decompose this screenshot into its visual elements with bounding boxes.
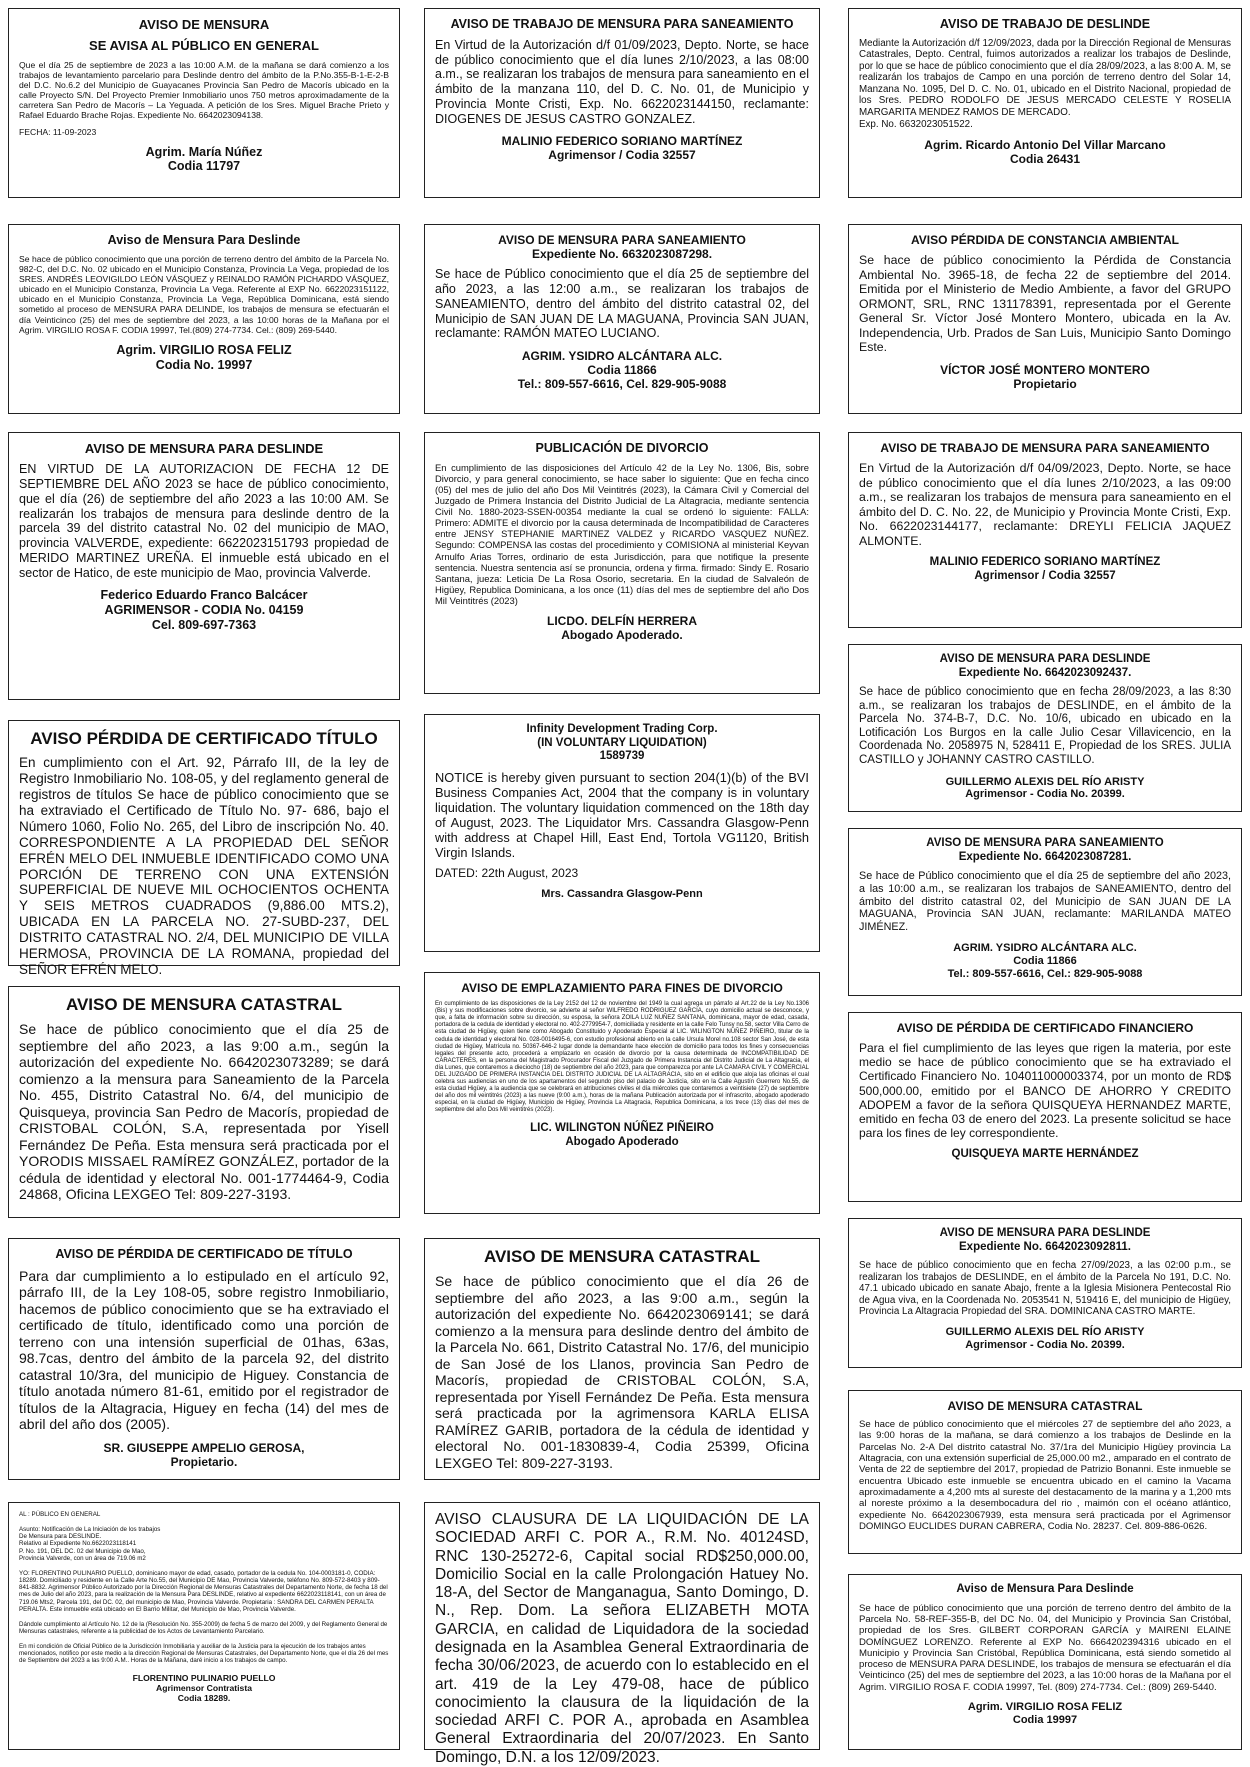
notice-title: AVISO DE MENSURA PARA DESLINDE Expediente No. 6642023092811. xyxy=(939,1227,1151,1253)
notice-body: Se hace de público conocimiento que el día 25 de septiembre del año 2023, a las 9:00 a.m., según la autorización del expediente No. 6642023073289; se dará comienzo a la mensura para Saneamiento de la Parcela No. 455, Distrito Catastral No. 6/4, del municipio de Quisqueya, provincia San Pedro de Macorís, propiedad de CRISTOBAL COLÓN, S.A, representada por Yisell Fernández De Peña. Esta mensura será practicada por el YORODIS MISSAEL RAMÍREZ GONZÁLEZ, portador de la cédula de identidad y electoral No. 001-1774464-9, Codia 24868, Oficina LEXGEO Tel: 809-227-3193. xyxy=(19,1021,389,1203)
notice-body: AL : PÚBLICO EN GENERAL Asunto: Notificación de La Iniciación de los trabajos De Mensura para DESLINDE. Relativo al Expediente No.6622023118141 P. No. 191, DEL DC. 02 del Municipio de Mao, Provincia Valverde, con un área de 719.06 m2 YO: FLORENTINO PULINARIO PUELLO, dominicano mayor de edad, casado, portador de la cedula No. 104-0003181-0, CODIA: 18289. Domiciliado y residente en la Calle Arte No.55, del Municipio DE Mao, Provincia Valverde, teléfono No. 809-572-8403 y 809-841-8832. Agrimensor Público Autorizado por la Dirección Regional de Mensuras Catastrales del Departamento Norte, de fecha 18 del mes de Julio del año 2023, para la realización de la Mensura Para DESLINDE, relativo al expediente 6622023118141, con un área de 719.06 Mts2, Parcela 191, del DC. 02, del municipio de Mao, Provincia Valverde. Propietaria : SANDRA DEL CARMEN PERALTA PERALTA. Este inmueble está ubicado en El Barrio Militar, del Municipio de Mao, Provincia Valverde. Dándole cumplimiento al Artículo No. 12 de la (Resolución No. 355-2009) de fecha 5 de marzo del 2009, y del Reglamento General de Mensuras catastrales, referente a la publicidad de los Actos de Levantamiento Parcelario. En mi condición de Oficial Público de la Jurisdicción Inmobiliaria y auxiliar de la Justicia para la ejecución de los trabajos antes mencionados, notifico por este medio a la dirección Regional de Mensuras Catastrales, del Departamento Norte, que el día 26 del mes de Septiembre del 2023 a las 9:00 A.M.. Horas de la Mañana, daré inicio a los trabajos de campo. xyxy=(19,1511,389,1665)
notice xyxy=(424,714,820,952)
notice xyxy=(848,644,1242,812)
notice-body: Se hace de público conocimiento que en fecha 27/09/2023, a las 02:00 p.m., se realizaran los trabajos de DESLINDE, en el ámbito de la Parcela No 191, D.C. No. 47.1 ubicado ubicado en sanate Abajo, frente a la Iglesia Misionera Pentecostal Rio de Agua viva, en la Coordenada No. 2053541 N, 519416 E, del municipio de Higüey, Provincia La Altagracia Propiedad del SRA. DOMINICANA CASTRO MARTE. xyxy=(859,1260,1231,1318)
notice-signature: Agrim. Ricardo Antonio Del Villar Marcano Codia 26431 xyxy=(924,138,1166,167)
notice-signature: FLORENTINO PULINARIO PUELLO Agrimensor Contratista Codia 18289. xyxy=(132,1672,276,1703)
notice xyxy=(8,8,400,198)
notice-signature: AGRIM. YSIDRO ALCÁNTARA ALC. Codia 11866 Tel.: 809-557-6616, Cel. 829-905-9088 xyxy=(517,349,727,392)
notice-title: AVISO DE MENSURA CATASTRAL xyxy=(65,995,343,1014)
notice xyxy=(848,1390,1242,1554)
notice-title: AVISO DE MENSURA PARA DESLINDE xyxy=(84,441,324,456)
notice xyxy=(848,1218,1242,1368)
notice-body: Se hace de público conocimiento que una porción de terreno dentro del ámbito de la Parcela No. 58-REF-355-B, del DC No. 04, del Municipio y Provincia San Cristóbal, propiedad de los Sres. GILBERT CORPORAN GARCÍA y MAIRENI ELAINE DOMÍNGUEZ LORENZO. Referente al EXP No. 6664202394316 ubicado en el Municipio y Provincia San Cristóbal, República Dominicana, está siendo sometido al proceso de MENSURA PARA DESLINDE, los trabajos de mensura se efectuarán el día Veinticinco (25) del mes de septiembre del 2023, a las 10:00 horas de la Mañana por el Agrim. VIRGILIO ROSA F. CODIA 19997, Tel. (809) 274-7734. Cel.: (809) 269-5440. xyxy=(859,1602,1231,1693)
notice-body: En cumplimiento de las disposiciones del Artículo 42 de la Ley No. 1306, Bis, sobre Divorcio, y para general conocimiento, se hace saber lo siguiente: Que en fecha cinco (05) del mes de julio del año Dos Mil Veintitrés (2023), la Cámara Civil y Comercial del Juzgado de Primera Instancia del Distrito Judicial de La Altagracia, mediante sentencia Civil No. 1880-2023-SSEN-00354 mediante la cual se ordenó lo siguiente: FALLA: Primero: ADMITE el divorcio por la causa determinada de Incompatibilidad de Caracteres entre JENSY STEPHANIE MARTINEZ VALDEZ y RICARDO VASQUEZ NUÑEZ. Segundo: COMPENSA las costas del procedimiento y COMISIONA al ministerial Keyvan Arnulfo Arias Torres, ordinario de esta Jurisdicción, para que notifique la presente sentencia. Nuestra sentencia así se pronuncia, ordena y firma. firmado: Sindy E. Rosario Santana, jueza: Leticia De La Rosa Osorio, secretaria. En la ciudad de Salvaleón de Higüey, Republica Dominicana, a los once (11) días del mes de septiembre del año Dos Mil Veintitrés (2023) xyxy=(435,461,809,606)
notice-title: Aviso de Mensura Para Deslinde xyxy=(956,1583,1134,1595)
notice-body: En cumplimiento de las disposiciones de la Ley 2152 del 12 de noviembre del 1949 la cual agrega un párrafo al Art.22 de la Ley No.1306 (Bis) y sus modificaciones sobre divorcio, se advierte al señor WILFREDO RODRIGUEZ GARCIA, cuyo domicilio actual se desconoce, y que, a falta de información sobre su dirección, su esposa, la señora ZOILA LUZ NUÑEZ SANTANA, dominicana, mayor de edad, casada, portadora de la cedula de identidad y electoral no. 402-2779954-7, domiciliada y residente en la calle Felo Tunsy no.58, sector Villa Cerro de esta ciudad de Higüey, quien tiene como Abogado Constituido y Apoderado Especial al LIC. WILINGTON NÚÑEZ PIÑEIRO, titular de la cedula de identidad y electoral No. 028-0016495-6, con estudio profesional abierto en la calle Ursula Morel no.108 sector San José, de esta ciudad de Higüey, Matrícula no. 50367-646-2 lugar donde la demandante hace elección de domicilio para todos los fines y consecuencias legales del presente acto, procederá a emplazarlo en ocasión de divorcio por la causa determinada de INCOMPATIBILIDAD DE CARACTERES, en la persona del Magistrado Procurador Fiscal del Juzgado de Primera Instancia del Distrito Judicial de La Altagracia, el día Lunes, que contaremos a dieciocho (18) de septiembre del año 2023, para que comparezca por ante LA CAMARA CIVIL Y COMERCIAL DEL JUZGADO DE PRIMERA INSTANCIA DEL DISTRITO JUDICIAL DE LA ALTAGRACIA, sito en el edificio que aloja las oficinas el cual celebra sus audiencias en uno de los apartamentos del segundo piso del palacio de Justicia, sito en la Calle Agustín Guerrero No.55, de esta ciudad Higüey, a la audiencia que se celebrará en atribuciones civiles el día miércoles que contaremos a veintisiete (27) de septiembre del año dos mil veintitrés (2023) a las nueve (9:00 a.m.), horas de la mañana Publicación autorizada por el infrascrito, abogado apoderado especial, en la ciudad de Higüey, Municipio de Higüey, Provincia La Altagracia, Republica Dominicana, a los trece (13) días del mes de septiembre del año Dos Mil veintitrés (2023). xyxy=(435,1001,809,1114)
notice-signature: Agrim. VIRGILIO ROSA FELIZ Codia 19997 xyxy=(967,1701,1123,1727)
notice-signature: AGRIM. YSIDRO ALCÁNTARA ALC. Codia 11866 Tel.: 809-557-6616, Cel.: 829-905-9088 xyxy=(947,941,1143,980)
notice xyxy=(8,720,400,978)
notice-body: En cumplimiento con el Art. 92, Párrafo III, de la ley de Registro Inmobiliario No. 108-05, y del reglamento general de registros de títulos Se hace de público conocimiento que se ha extraviado el Certificado de Título No. 97- 686, bajo el Número 1060, Folio No. 265, del Libro de inscripción No. 40. CORRESPONDIENTE A LA PROPIEDAD DEL SEÑOR EFRÉN MELO DEL INMUEBLE IDENTIFICADO COMO UNA PORCIÓN DE TERRENO CON UNA EXTENSIÓN SUPERFICIAL DE NUEVE MIL OCHOCIENTOS OCHENTA Y SEIS METROS CUADRADOS (9,886.00 MTS.2), UBICADA EN LA PARCELA NO. 27-SUBD-237, DEL DISTRITO CATASTRAL NO. 2/4, DEL MUNICIPIO DE VILLA HERMOSA, PROVINCIA DE LA ROMANA, propiedad del SEÑOR EFRÉN MELO. xyxy=(19,755,389,978)
notice xyxy=(424,224,820,414)
notice-title: AVISO DE TRABAJO DE MENSURA PARA SANEAMIENTO xyxy=(880,441,1210,455)
notice-signature: GUILLERMO ALEXIS DEL RÍO ARISTY Agrimensor - Codia No. 20399. xyxy=(945,775,1145,801)
notice xyxy=(848,432,1242,628)
notice-signature: LIC. WILINGTON NÚÑEZ PIÑEIRO Abogado Apoderado xyxy=(530,1122,714,1148)
notice-body: Se hace de Público conocimiento que el día 25 de septiembre del año 2023, a las 12:00 a.m., se realizaran los trabajos de SANEAMIENTO, dentro del ámbito del distrito catastral 02, del Municipio de SAN JUAN DE LA MAGUANA, Provincia SAN JUAN, reclamante: RAMÓN MATEO LUCIANO. xyxy=(435,267,809,341)
notice xyxy=(848,8,1242,198)
notice-body: AVISO CLAUSURA DE LA LIQUIDACIÓN DE LA SOCIEDAD ARFI C. POR A., R.M. No. 40124SD, RNC 130-25272-6, Capital social RD$250,000.00, Domicilio Social en la calle Prolongación Hatuey No. 18-A, del Sector de Manganagua, Santo Domingo, D. N., Rep. Dom. La señora ELIZABETH MOTA GARCIA, en calidad de Liquidadora de la sociedad designada en la Asamblea General Extraordinaria de fecha 30/06/2023, de acuerdo con lo establecido en el art. 419 de la Ley 479-08, hace de público conocimiento la clausura de la liquidación de la sociedad ARFI C. POR A., aprobada en Asamblea General Extraordinaria del 20/07/2023. En Santo Domingo, D.N. a los 12/09/2023. xyxy=(435,1511,809,1766)
notice-body: Se hace de Público conocimiento que el día 25 de septiembre del año 2023, a las 10:00 a.m., se realizaran los trabajos de SANEAMIENTO, dentro del ámbito del distrito catastral 02, del Municipio de SAN JUAN DE LA MAGUANA, Provincia SAN JUAN, reclamante: MARILANDA MATEO JIMÉNEZ. xyxy=(859,870,1231,934)
notice xyxy=(8,432,400,700)
notice-title: AVISO DE MENSURA xyxy=(138,17,270,32)
notice-body: NOTICE is hereby given pursuant to section 204(1)(b) of the BVI Business Companies Act, 2004 that the company is in voluntary liquidation. The voluntary liquidation commenced on the 18th day of August, 2023. The Liquidator Mrs. Cassandra Glasgow-Penn with address at Chapel Hill, East End, Tortola VG1120, British Virgin Islands. xyxy=(435,769,809,861)
notice-signature: SR. GIUSEPPE AMPELIO GEROSA, Propietario. xyxy=(103,1440,305,1470)
notice-body: Se hace de público conocimiento que una porción de terreno dentro del ámbito de la Parcela No. 982-C, del D.C. No. 02 ubicado en el Municipio Constanza, Provincia La Vega, propiedad de los SRES. ANDRÉS LEOVIGILDO LEÓN VÁSQUEZ y REINALDO RAMÓN PICHARDO VÁSQUEZ, ubicado en el Municipio Constanza, Provincia La Vega. Referente al EXP No. 6622023151122, ubicado en el Municipio Constanza, Provincia La Vega, República Dominicana, está siendo sometido al proceso de MENSURA PARA DELINDE, los trabajos de mensura se efectuarán el día Veinticinco (25) del mes de septiembre del 2023, a las 10:00 horas de la Mañana por el Agrim. VIRGILIO ROSA F. CODIA 19997, Tel.(809) 274-7734. Cel.: (809) 269-5440. xyxy=(19,253,389,335)
notice-title: AVISO DE MENSURA PARA SANEAMIENTO Expediente No. 6632023087298. xyxy=(498,233,746,262)
notice-signature: Agrim. María Núñez Codia 11797 xyxy=(145,144,263,174)
notice xyxy=(8,1502,400,1750)
notice xyxy=(424,972,820,1214)
notice xyxy=(424,1502,820,1766)
notice-signature: Agrim. VIRGILIO ROSA FELIZ Codia No. 19997 xyxy=(116,342,292,372)
notice-body: En Virtud de la Autorización d/f 04/09/2023, Depto. Norte, se hace de público conocimiento que el día lunes 2/10/2023, a las 09:00 a.m., se realizaran los trabajos de mensura para saneamiento en el ámbito del D. C. No. 22, de Municipio y Provincia Monte Cristi, Exp. No. 6622023144177, reclamante: DREYLI FELICIA JAQUEZ ALMONTE. xyxy=(859,461,1231,548)
notice-body: EN VIRTUD DE LA AUTORIZACION DE FECHA 12 DE SEPTIEMBRE DEL AÑO 2023 se hace de público conocimiento, que el día (26) de septiembre del año 2023 a las 10:00 AM. Se realizarán los trabajos de mensura para deslinde dentro de la parcela 39 del distrito catastral No. 02 del municipio de MAO, provincia VALVERDE, expediente: 6622023151793 propiedad de MERIDO MARTINEZ UREÑA. El inmueble está ubicado en el sector de Hatico, de este municipio de Mao, provincia Valverde. xyxy=(19,462,389,580)
notice-signature: VÍCTOR JOSÉ MONTERO MONTERO Propietario xyxy=(940,362,1150,391)
notice-title: AVISO DE MENSURA PARA SANEAMIENTO Expediente No. 6642023087281. xyxy=(926,837,1164,863)
notice-title: AVISO DE EMPLAZAMIENTO PARA FINES DE DIVORCIO xyxy=(461,981,783,995)
notice-signature: Federico Eduardo Franco Balcácer AGRIMENSOR - CODIA No. 04159 Cel. 809-697-7363 xyxy=(100,588,308,632)
notice xyxy=(848,1012,1242,1202)
notice-title: AVISO DE PÉRDIDA DE CERTIFICADO FINANCIERO xyxy=(896,1021,1194,1035)
notice-title: AVISO DE TRABAJO DE MENSURA PARA SANEAMIENTO xyxy=(450,17,794,31)
notice xyxy=(8,986,400,1218)
notice-body: Se hace de público conocimiento que en fecha 28/09/2023, a las 8:30 a.m., se realizaran los trabajos de DESLINDE, en el ámbito de la Parcela No. 374-B-7, D.C. No. 10/6, ubicado en ubicado en la Lotificación Los Burgos en la calle Julio Cesar Villavicencio, en la Coordenada No. 2058975 N, 528411 E, Propiedad de los SRES. JULIA CASTILLO y JOHANNY CASTRO CASTILLO. xyxy=(859,686,1231,766)
notice-signature: QUISQUEYA MARTE HERNÁNDEZ xyxy=(951,1148,1139,1161)
notice-body: Se hace de público conocimiento la Pérdida de Constancia Ambiental No. 3965-18, de fecha 22 de septiembre del 2014. Emitida por el Ministerio de Medio Ambiente, a favor del GRUPO ORMONT, SRL, RNC 131178391, representada por el Gerente General Sr. Víctor José Montero Montero, ubicada en la Av. Independencia, Urb. Prados de San Luis, Municipio Santo Domingo Este. xyxy=(859,253,1231,355)
notice-body: Para dar cumplimiento a lo estipulado en el artículo 92, párrafo III, de la Ley 108-05, sobre registro Inmobiliario, hacemos de público conocimiento que se ha extraviado el certificado de título, identificado como una porción de terreno con una intensión superficial de 01has, 63as, 98.7cas, dentro del ámbito de la parcela 92, del distrito catastral 10/3ra, del municipio de Higuey. Constancia de título anotada número 81-61, emitido por el registrador de títulos de la Altagracia, Higuey en fecha (14) del mes de abril del año dos (2005). xyxy=(19,1267,389,1433)
notice-body: En Virtud de la Autorización d/f 01/09/2023, Depto. Norte, se hace de público conocimiento que el día lunes 2/10/2023, a las 08:00 a.m., se realizaran los trabajos de mensura para saneamiento en el ámbito de la manzana 110, del D. C. No. 01, de Municipio y Provincia Monte Cristi, Exp. No. 6622023144150, reclamante: DIOGENES DE JESUS CASTRO GONZALEZ. xyxy=(435,37,809,126)
notice-signature: MALINIO FEDERICO SORIANO MARTÍNEZ Agrimensor / Codia 32557 xyxy=(501,134,743,163)
notice-extra: FECHA: 11-09-2023 xyxy=(19,126,97,137)
notice-body: Se hace de público conocimiento que el día 26 de septiembre del año 2023, a las 9:00 a.m., según la autorización del expediente No. 6642023069141; se dará comienzo a la mensura para deslinde dentro del ámbito de la Parcela No. 661, Distrito Catastral No. 17/6, del municipio de San José de los Llanos, provincia San Pedro de Macorís, propiedad de CRISTOBAL COLÓN, S.A, representada por Yisell Fernández De Peña. Esta mensura será practicada por la agrimensora KARLA ELISA RAMÍREZ GARIB, portadora de la cédula de identidad y electoral No. 001-1830839-4, Codia 25399, Oficina LEXGEO Tel: 809-227-3193. xyxy=(435,1273,809,1471)
notice-title: AVISO PÉRDIDA DE CERTIFICADO TÍTULO xyxy=(30,729,378,748)
notice xyxy=(8,224,400,414)
notice-extra: DATED: 22th August, 2023 xyxy=(435,866,579,881)
notice-body: Mediante la Autorización d/f 12/09/2023, dada por la Dirección Regional de Mensuras Catastrales, Depto. Central, fuimos autorizados a realizar los trabajos de Deslinde, por lo que se hace de público conocimiento que el día 28/09/2023, a las 8:00 A. M, se realizarán los trabajos de Campo en una porción de terreno dentro del Solar 14, Manzana No. 1095, Del D. C. No. 01, ubicado en el Distrito Nacional, propiedad de los Sres. PEDRO RODOLFO DE JESUS MERCADO CELESTE Y ROSELIA MARGARITA MENDEZ RAMOS DE MERCADO. Exp. No. 6632023051522. xyxy=(859,37,1231,130)
notice xyxy=(424,8,820,198)
notice-title: AVISO DE MENSURA CATASTRAL xyxy=(947,1399,1143,1413)
notice-body: Se hace de público conocimiento que el miércoles 27 de septiembre del año 2023, a las 9:00 horas de la mañana, se dará comienzo a los trabajos de Deslinde en la Parcelas No. 2-A Del distrito catastral No. 37/1ra del Municipio Higüey provincia La Altagracia, con una extensión superficial de 25,000.00 m2., amparado en el contrato de Venta de 22 de septiembre del 2017, propiedad de Patrizio Bonanni. Este inmueble se encuentra Ubicado este inmueble se encuentra ubicado en el camino la Vacama aproximadamente a 4,200 mts al sureste del destacamento de la marina y a 1,200 mts al noreste próximo a la desembocadura del rio , maimón con el océano atlántico, expediente No. 6642023067939, esta mensura será practicada por el Agrimensor DOMINGO EUCLIDES DURAN CABRERA, Codia No. 28237. Cel. 809-886-0626. xyxy=(859,1419,1231,1532)
notice-title: AVISO DE TRABAJO DE DESLINDE xyxy=(939,17,1151,31)
notice xyxy=(8,1238,400,1480)
notice-title: Infinity Development Trading Corp. (IN VOLUNTARY LIQUIDATION) 1589739 xyxy=(526,723,718,763)
notice-title: AVISO PÉRDIDA DE CONSTANCIA AMBIENTAL xyxy=(910,233,1179,247)
notice xyxy=(848,1574,1242,1750)
notice-title: AVISO DE PÉRDIDA DE CERTIFICADO DE TÍTULO xyxy=(55,1247,353,1261)
notice-body: Que el día 25 de septiembre de 2023 a las 10:00 A.M. de la mañana se dará comienzo a los trabajos de levantamiento parcelario para Deslinde dentro del ámbito de la P.No.355-B-1-E-2-B del D.C. No.6.2 del Municipio de Guayacanes Provincia San Pedro de Macorís ubicado en la calle Proyecto S/N. Del Proyecto Premier Inmobiliario unos 750 metros aproximadamente de la carretera San Pedro de Macorís – La Yeguada. A petición de los Sres. Miguel Brache Prieto y Rafael Eduardo Brache Rojas. Expediente No. 6642023094138. xyxy=(19,59,389,121)
notice-title: Aviso de Mensura Para Deslinde xyxy=(107,233,301,247)
notice-signature: GUILLERMO ALEXIS DEL RÍO ARISTY Agrimensor - Codia No. 20399. xyxy=(945,1325,1145,1351)
notice-title: PUBLICACIÓN DE DIVORCIO xyxy=(535,441,709,455)
notice xyxy=(424,432,820,694)
notice-signature: LICDO. DELFÍN HERRERA Abogado Apoderado. xyxy=(547,613,697,643)
notice-signature: Mrs. Cassandra Glasgow-Penn xyxy=(541,888,703,901)
notice-subtitle: SE AVISA AL PÚBLICO EN GENERAL xyxy=(89,38,319,54)
notice-title: AVISO DE MENSURA PARA DESLINDE Expediente No. 6642023092437. xyxy=(939,653,1151,679)
notice xyxy=(848,224,1242,414)
notice-signature: MALINIO FEDERICO SORIANO MARTÍNEZ Agrimensor / Codia 32557 xyxy=(929,556,1161,582)
notice-title: AVISO DE MENSURA CATASTRAL xyxy=(483,1247,761,1266)
notice-body: Para el fiel cumplimiento de las leyes que rigen la materia, por este medio se hace de público conocimiento que se ha extraviado el Certificado Financiero No. 104011000003374, por un monto de RD$ 500,000.00, emitido por el BANCO DE AHORRO Y CREDITO ADOPEM a favor de la señora QUISQUEYA HERNANDEZ MARTE, emitido en fecha 03 de enero del 2023. La presente solicitud se hace para los fines de ley correspondiente. xyxy=(859,1041,1231,1141)
notice xyxy=(848,828,1242,996)
notice xyxy=(424,1238,820,1480)
